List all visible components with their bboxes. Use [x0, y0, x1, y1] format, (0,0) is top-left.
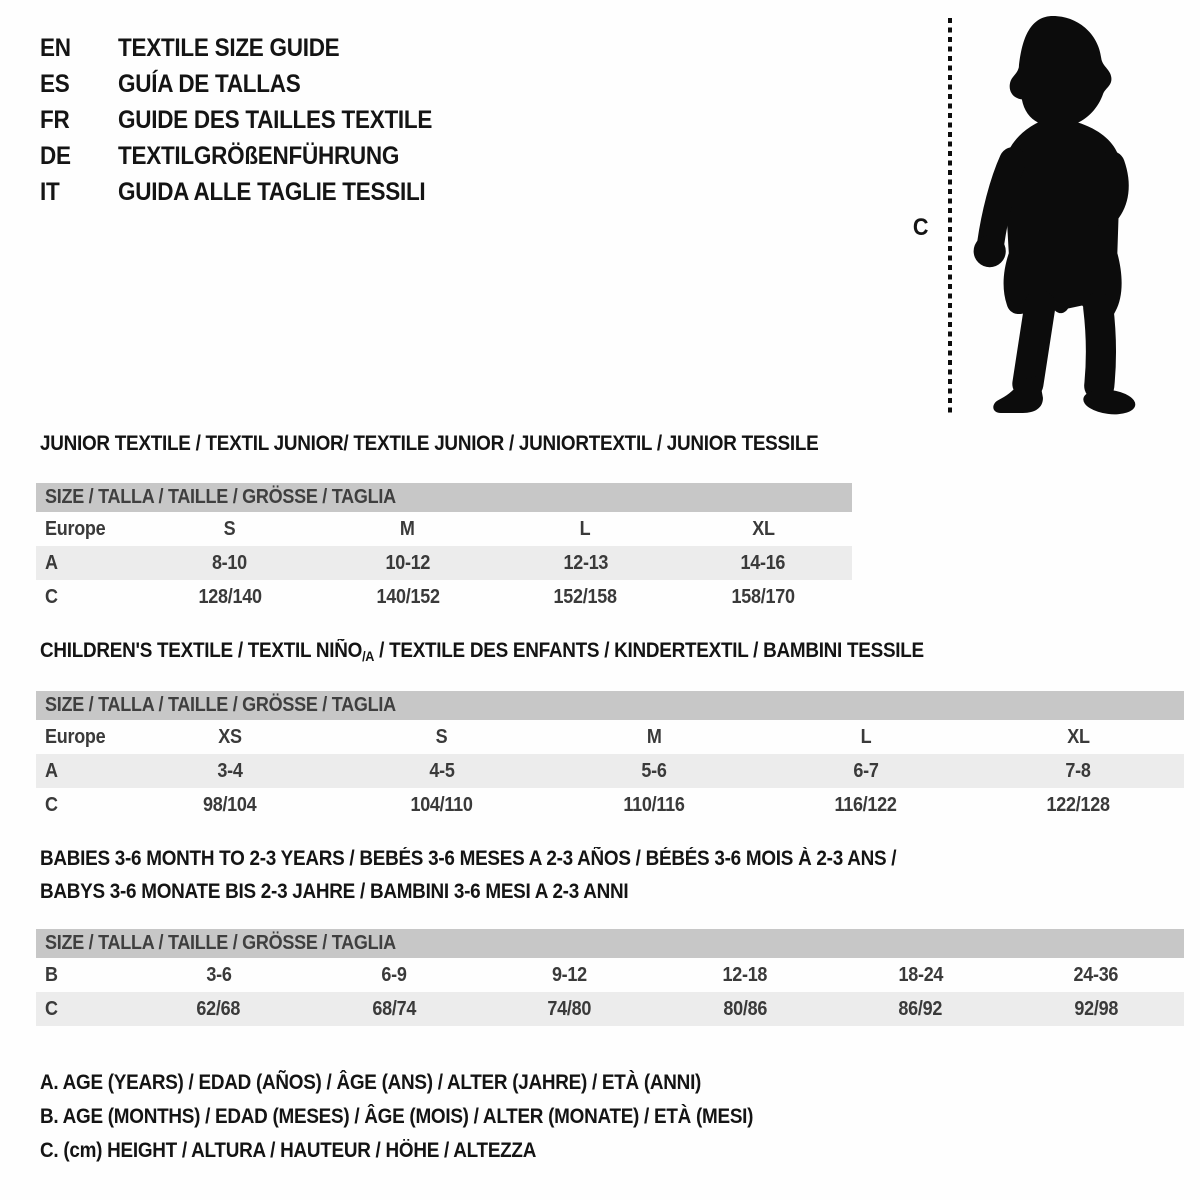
age-cell: 6-7	[760, 754, 972, 788]
age-cell: 5-6	[548, 754, 760, 788]
lang-code: EN	[40, 33, 71, 62]
lang-code: FR	[40, 105, 70, 134]
children-section-title: CHILDREN'S TEXTILE / TEXTIL NIÑO/A / TEXTILE DES ENFANTS / KINDERTEXTIL / BAMBINI TESSILE	[40, 639, 924, 664]
row-label: A	[36, 546, 141, 580]
legend-line-b: B. AGE (MONTHS) / EDAD (MESES) / ÂGE (MOIS) / ALTER (MONATE) / ETÀ (MESI)	[40, 1105, 754, 1128]
age-cell: 10-12	[319, 546, 497, 580]
height-cell: 98/104	[203, 793, 257, 816]
height-cell: 128/140	[198, 585, 262, 608]
table-row-europe	[36, 512, 852, 546]
table-row-height	[36, 992, 1184, 1026]
age-cell: 8-10	[141, 546, 319, 580]
lang-row-fr	[40, 102, 467, 138]
lang-title: TEXTILGRÖßENFÜHRUNG	[118, 141, 400, 170]
lang-row-en	[40, 30, 467, 66]
height-measure-dashed-line	[948, 18, 952, 415]
size-cell: M	[646, 725, 662, 748]
height-cell: 140/152	[376, 585, 440, 608]
row-label: Europe	[45, 725, 106, 748]
size-header-band: SIZE / TALLA / TAILLE / GRÖSSE / TAGLIA	[36, 483, 852, 512]
size-header-band: SIZE / TALLA / TAILLE / GRÖSSE / TAGLIA	[36, 929, 1184, 958]
age-cell: 14-16	[674, 546, 852, 580]
age-months-cell: 6-9	[381, 963, 407, 986]
height-cell: 110/116	[623, 793, 685, 816]
lang-row-it	[40, 174, 467, 210]
table-row-height	[36, 580, 852, 614]
lang-code: DE	[40, 141, 71, 170]
age-months-cell: 18-24	[898, 963, 944, 986]
size-cell: M	[400, 517, 415, 540]
nino-a-subscript: /A	[362, 648, 375, 664]
lang-title: TEXTILE SIZE GUIDE	[118, 33, 340, 62]
table-row-months	[36, 958, 1184, 992]
row-label: B	[45, 963, 58, 986]
language-title-list	[40, 30, 467, 210]
age-cell: 7-8	[972, 754, 1184, 788]
row-label: Europe	[45, 517, 106, 540]
children-size-table	[36, 691, 1184, 822]
height-cell: 152/158	[553, 585, 617, 608]
table-header-row	[36, 929, 1184, 958]
size-cell: XS	[218, 725, 242, 748]
size-cell: XL	[751, 517, 775, 540]
size-header-band: SIZE / TALLA / TAILLE / GRÖSSE / TAGLIA	[36, 691, 1184, 720]
row-label: C	[36, 992, 131, 1026]
age-cell: 3-4	[124, 754, 336, 788]
table-row-age	[36, 546, 852, 580]
size-cell: S	[436, 725, 448, 748]
baby-toddler-silhouette-image	[962, 14, 1138, 416]
size-cell: L	[580, 517, 591, 540]
lang-title: GUIDA ALLE TAGLIE TESSILI	[118, 177, 426, 206]
height-cell: 74/80	[482, 992, 658, 1026]
height-cell: 116/122	[834, 793, 898, 816]
height-cell: 68/74	[307, 992, 483, 1026]
table-header-row	[36, 483, 852, 512]
height-cell: 80/86	[658, 992, 834, 1026]
junior-section-title: JUNIOR TEXTILE / TEXTIL JUNIOR/ TEXTILE JUNIOR / JUNIORTEXTIL / JUNIOR TESSILE	[40, 432, 819, 455]
size-cell: S	[223, 517, 236, 540]
height-cell: 122/128	[1046, 793, 1110, 816]
junior-size-table	[36, 483, 852, 614]
height-cell: 92/98	[1009, 992, 1185, 1026]
row-label: C	[45, 793, 58, 816]
age-cell: 4-5	[336, 754, 548, 788]
lang-code: ES	[40, 69, 70, 98]
babies-section-title: BABIES 3-6 MONTH TO 2-3 YEARS / BEBÉS 3-6 MESES A 2-3 AÑOS / BÉBÉS 3-6 MOIS À 2-3 ANS / BABYS 3-6 MONATE BIS 2-3 JAHRE / BAMBINI 3-6 MESI A 2-3 ANNI	[40, 847, 897, 903]
height-cell: 86/92	[833, 992, 1009, 1026]
age-months-cell: 3-6	[206, 963, 232, 986]
age-months-cell: 24-36	[1073, 963, 1119, 986]
height-cell: 158/170	[731, 585, 795, 608]
measurement-legend	[40, 1066, 832, 1168]
size-cell: L	[860, 725, 872, 748]
babies-size-table	[36, 929, 1184, 1026]
legend-line-c: C. (cm) HEIGHT / ALTURA / HAUTEUR / HÖHE / ALTEZZA	[40, 1139, 537, 1162]
lang-row-es	[40, 66, 467, 102]
height-cell: 62/68	[131, 992, 307, 1026]
table-row-age	[36, 754, 1184, 788]
height-cell: 104/110	[410, 793, 474, 816]
row-label: A	[36, 754, 124, 788]
age-months-cell: 9-12	[552, 963, 588, 986]
size-cell: XL	[1066, 725, 1090, 748]
table-header-row	[36, 691, 1184, 720]
age-months-cell: 12-18	[722, 963, 768, 986]
lang-title: GUIDE DES TAILLES TEXTILE	[118, 105, 433, 134]
age-cell: 12-13	[497, 546, 675, 580]
height-measure-label: C	[912, 214, 929, 241]
lang-row-de	[40, 138, 467, 174]
lang-code: IT	[40, 177, 60, 206]
row-label: C	[45, 585, 58, 608]
table-row-europe	[36, 720, 1184, 754]
lang-title: GUÍA DE TALLAS	[118, 69, 301, 98]
legend-line-a: A. AGE (YEARS) / EDAD (AÑOS) / ÂGE (ANS) / ALTER (JAHRE) / ETÀ (ANNI)	[40, 1071, 702, 1094]
table-row-height	[36, 788, 1184, 822]
